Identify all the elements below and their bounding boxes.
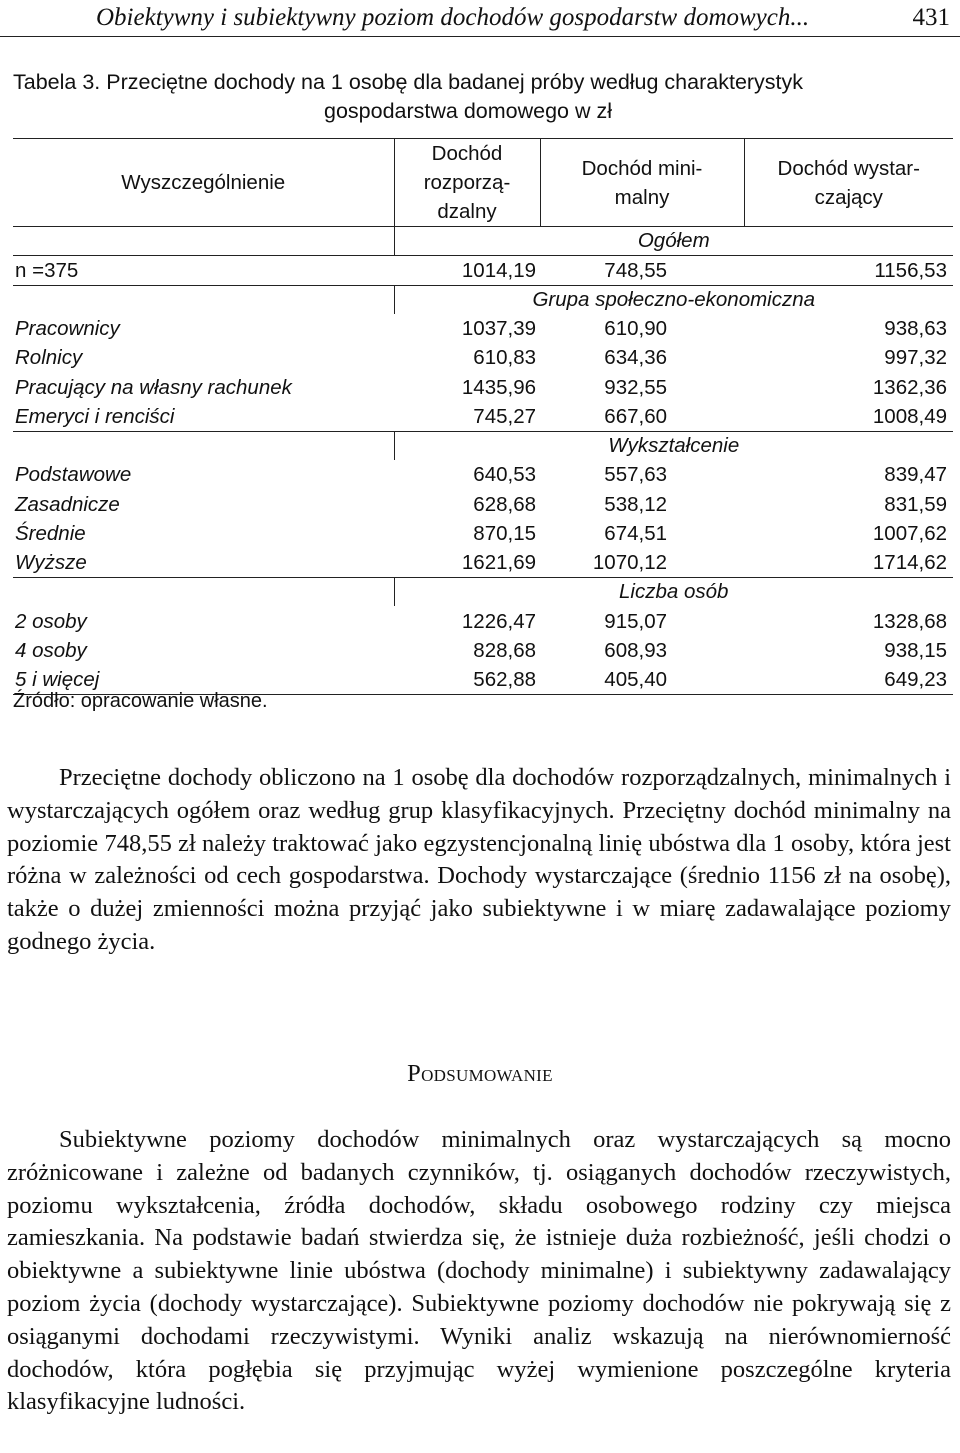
cell-disposable: 640,53 — [473, 463, 536, 487]
cell-sufficient: 831,59 — [884, 492, 947, 516]
row-label: 5 i więcej — [13, 665, 394, 695]
cell-minimal: 915,07 — [604, 609, 667, 633]
table-row-total — [13, 256, 953, 286]
section-row-total — [13, 227, 953, 256]
cell-disposable: 1037,39 — [461, 317, 536, 341]
page-number: 431 — [912, 4, 950, 31]
cell-disposable: 870,15 — [473, 521, 536, 545]
section-row — [13, 578, 953, 607]
table-row — [13, 489, 953, 518]
table-row — [13, 343, 953, 372]
cell-disposable: 628,68 — [473, 492, 536, 516]
cell-minimal: 1070,12 — [592, 551, 667, 575]
section-title: Ogółem — [394, 227, 953, 256]
cell-sufficient: 1328,68 — [872, 609, 947, 633]
table-row — [13, 402, 953, 432]
cell-minimal: 667,60 — [604, 405, 667, 429]
cell-disposable: 610,83 — [473, 346, 536, 370]
table-row — [13, 606, 953, 635]
table-header-row — [13, 139, 953, 227]
table-source: Źródło: opracowanie własne. — [13, 690, 268, 712]
cell-sufficient: 1156,53 — [744, 256, 953, 286]
row-label: Rolnicy — [15, 346, 83, 370]
cell-minimal: 674,51 — [604, 521, 667, 545]
cell-sufficient: 649,23 — [744, 665, 953, 695]
cell-sufficient: 1362,36 — [872, 375, 947, 399]
section-row — [13, 286, 953, 315]
running-title: Obiektywny i subiektywny poziom dochodów gospodarstw domowych... — [96, 4, 810, 31]
section-heading: Podsumowanie — [407, 1060, 553, 1087]
column-header-label: Wyszczególnienie — [13, 139, 394, 227]
section-title: Grupa społeczno-ekonomiczna — [394, 286, 953, 315]
cell-disposable: 562,88 — [394, 665, 540, 695]
table-caption — [13, 68, 953, 126]
cell-sufficient: 997,32 — [884, 346, 947, 370]
row-label: Emeryci i renciści — [15, 405, 175, 429]
row-label: 2 osoby — [15, 609, 87, 633]
table-row — [13, 460, 953, 489]
table-row — [13, 519, 953, 548]
paragraph: Subiektywne poziomy dochodów minimalnych oraz wystarczających są mocno zróżnicowane i zależne od badanych czynników, tj. osiąganych dochodów rzeczywistych, poziomu wykształcenia, źródła dochodów, składu osobowego rodziny czy miejsca zamieszkania. Na podstawie badań stwierdza się, że istnieje duża rozbieżność, jeśli chodzi o obiektywne a subiektywne linie ubóstwa (dochody minimalne) i subiektywny zadawalający poziom życia (dochody wystarczające). Subiektywne poziomy dochodów nie pokrywają się z osiąganymi dochodami rzeczywistymi. Wyniki analiz wskazują na nierównomierność dochodów, która pogłębia się przyjmując wyżej wymienione poszczególne kryteria klasyfikacyjne ludności. — [7, 1126, 951, 1416]
section-title: Liczba osób — [394, 578, 953, 607]
cell-minimal: 634,36 — [604, 346, 667, 370]
table-row — [13, 636, 953, 665]
row-label: Podstawowe — [15, 463, 132, 487]
table-caption-line2: gospodarstwa domowego w zł — [323, 99, 612, 123]
cell-disposable: 828,68 — [473, 638, 536, 662]
cell-minimal: 748,55 — [540, 256, 744, 286]
table-row — [13, 314, 953, 343]
column-header-disposable: Dochód rozporzą- dzalny — [394, 139, 540, 227]
cell-sufficient: 1007,62 — [872, 521, 947, 545]
row-label: Pracujący na własny rachunek — [15, 375, 292, 399]
cell-minimal: 608,93 — [604, 638, 667, 662]
cell-minimal: 405,40 — [540, 665, 744, 695]
cell-sufficient: 1008,49 — [872, 405, 947, 429]
row-label: Wyższe — [15, 551, 87, 575]
cell-disposable: 1435,96 — [461, 375, 536, 399]
cell-minimal: 538,12 — [604, 492, 667, 516]
table-caption-line1: Tabela 3. Przeciętne dochody na 1 osobę dla badanej próby według charakterystyk — [13, 70, 804, 94]
income-table — [13, 138, 953, 695]
cell-sufficient: 1714,62 — [872, 551, 947, 575]
cell-disposable: 1621,69 — [461, 551, 536, 575]
section-title: Wykształcenie — [394, 432, 953, 461]
row-label: 4 osoby — [15, 638, 87, 662]
cell-sufficient: 839,47 — [884, 463, 947, 487]
section-row — [13, 432, 953, 461]
row-label: Średnie — [15, 521, 86, 545]
cell-sufficient: 938,15 — [884, 638, 947, 662]
cell-minimal: 557,63 — [604, 463, 667, 487]
cell-minimal: 932,55 — [604, 375, 667, 399]
row-label: n =375 — [13, 256, 394, 286]
column-header-minimal: Dochód mini- malny — [540, 139, 744, 227]
cell-disposable: 1226,47 — [461, 609, 536, 633]
table-row — [13, 373, 953, 402]
cell-disposable: 745,27 — [473, 405, 536, 429]
row-label: Pracownicy — [15, 317, 120, 341]
cell-minimal: 610,90 — [604, 317, 667, 341]
cell-disposable: 1014,19 — [394, 256, 540, 286]
table-row — [13, 548, 953, 578]
row-label: Zasadnicze — [15, 492, 120, 516]
column-header-sufficient: Dochód wystar- czający — [744, 139, 953, 227]
running-header — [0, 0, 960, 37]
cell-sufficient: 938,63 — [884, 317, 947, 341]
paragraph: Przeciętne dochody obliczono na 1 osobę dla dochodów rozporządzalnych, minimalnych i wystarczających ogółem oraz według grup klasyfikacyjnych. Przeciętny dochód minimalny na poziomie 748,55 zł należy traktować jako egzystencjonalną linię ubóstwa dla 1 osoby, która jest różna w zależności od cech gospodarstwa. Dochody wystarczające (średnio 1156 zł na osobę), także o dużej zmienności można przyjąć jako subiektywne i w miarę zadawalające poziomy godnego życia. — [7, 764, 951, 955]
